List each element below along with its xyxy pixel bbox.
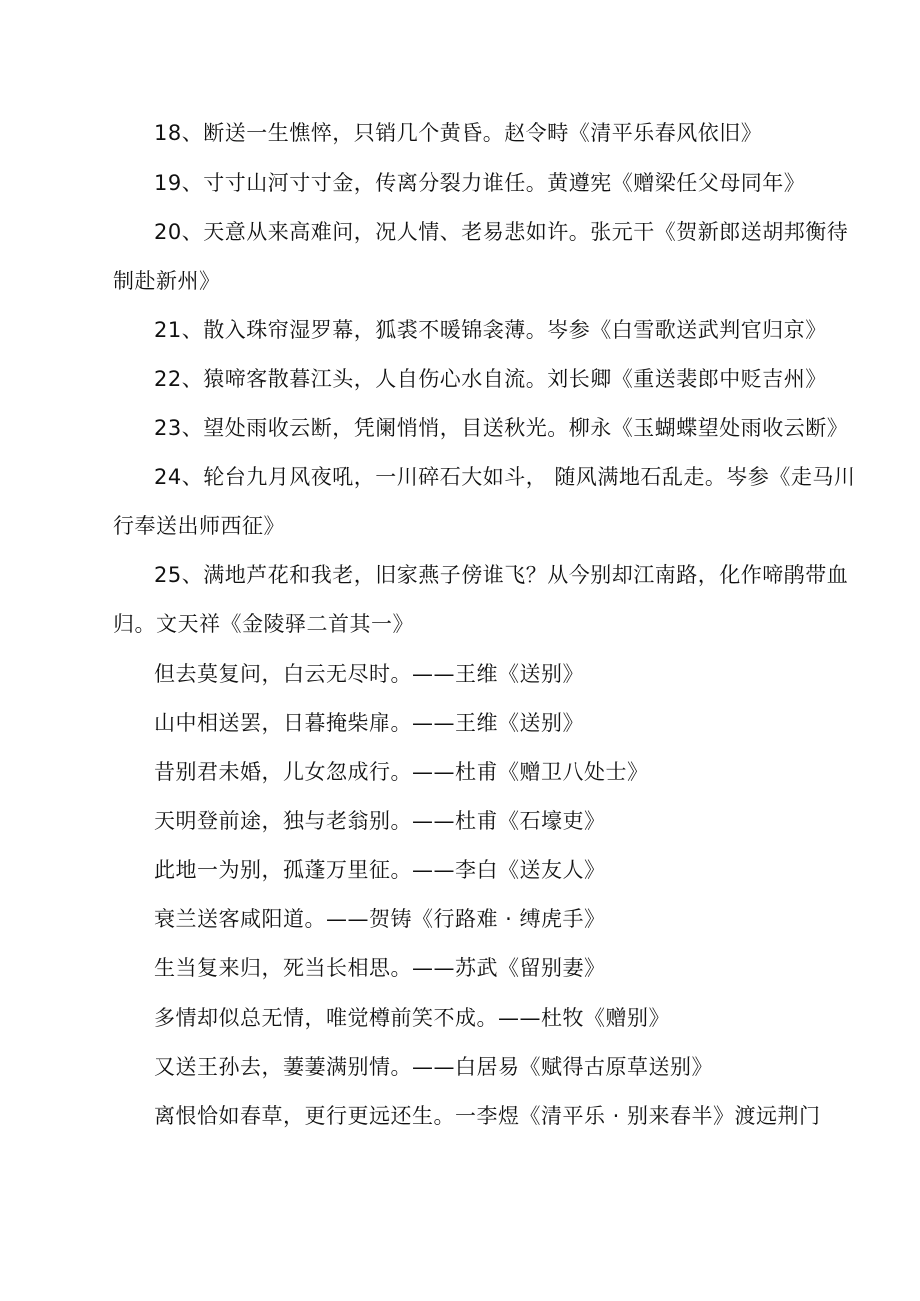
quote-line-19: 19、寸寸山河寸寸金，传离分裂力谁任。黄遵宪《赠梁任父母同年》 <box>154 171 806 195</box>
farewell-quote-line: 离恨恰如春草，更行更远还生。一李煜《清平乐 · 别来春半》渡远荆门 <box>154 1104 821 1128</box>
quote-line-24-continued: 行奉送出师西征》 <box>113 514 285 538</box>
quote-line-20: 20、天意从来高难问，况人情、老易悲如许。张元干《贺新郎送胡邦衡待 <box>154 220 849 244</box>
farewell-quote-line: 又送王孙去，萋萋满别情。——白居易《赋得古原草送别》 <box>154 1055 713 1079</box>
quote-line-25: 25、满地芦花和我老，旧家燕子傍谁飞？从今别却江南路，化作啼鹃带血 <box>154 563 849 587</box>
quote-line-21: 21、散入珠帘湿罗幕，狐裘不暖锦衾薄。岑参《白雪歌送武判官归京》 <box>154 318 827 342</box>
quote-line-25-continued: 归。文天祥《金陵驿二首其一》 <box>113 612 414 636</box>
farewell-quote-line: 天明登前途，独与老翁别。——杜甫《石壕吏》 <box>154 809 606 833</box>
farewell-quote-line: 此地一为别，孤蓬万里征。——李白《送友人》 <box>154 858 606 882</box>
farewell-quote-line: 昔别君未婚，儿女忽成行。——杜甫《赠卫八处士》 <box>154 760 649 784</box>
quote-line-23: 23、望处雨收云断，凭阑悄悄，目送秋光。柳永《玉蝴蝶望处雨收云断》 <box>154 416 849 440</box>
quote-line-22: 22、猿啼客散暮江头，人自伤心水自流。刘长卿《重送裴郎中贬吉州》 <box>154 367 827 391</box>
farewell-quote-line: 生当复来归，死当长相思。——苏武《留别妻》 <box>154 956 606 980</box>
farewell-quote-line: 但去莫复问，白云无尽时。——王维《送别》 <box>154 662 584 686</box>
farewell-quote-line: 山中相送罢，日暮掩柴扉。——王维《送别》 <box>154 711 584 735</box>
farewell-quote-line: 衰兰送客咸阳道。——贺铸《行路难 · 缚虎手》 <box>154 907 606 931</box>
quote-line-18: 18、断送一生憔悴，只销几个黄昏。赵令畤《清平乐春风依旧》 <box>154 121 763 145</box>
quote-line-20-continued: 制赴新州》 <box>113 269 221 293</box>
quote-line-24: 24、轮台九月风夜吼，一川碎石大如斗， 随风满地石乱走。岑参《走马川 <box>154 465 856 489</box>
farewell-quote-line: 多情却似总无情，唯觉樽前笑不成。——杜牧《赠别》 <box>154 1006 670 1030</box>
